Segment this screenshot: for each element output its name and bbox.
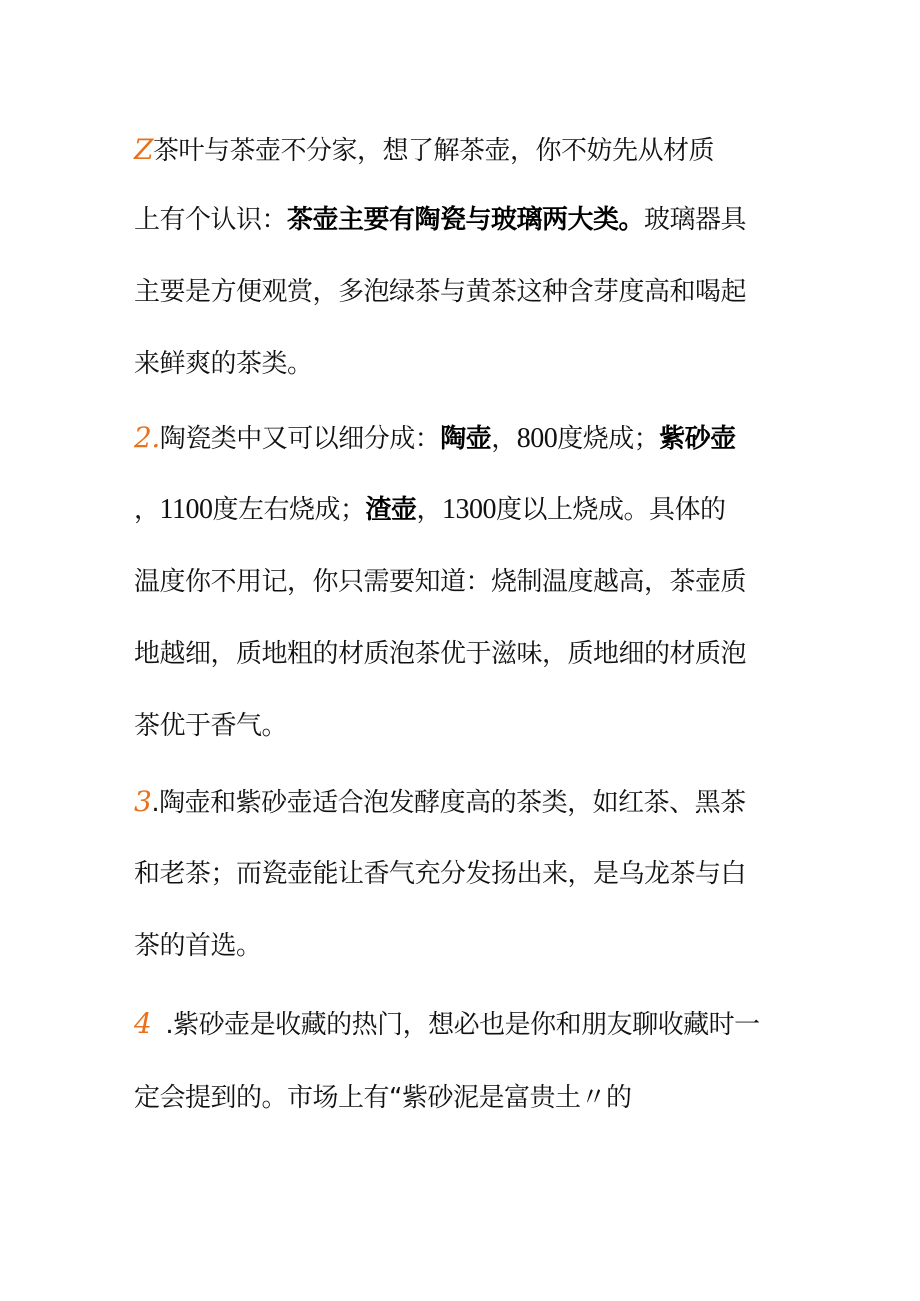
paragraph-1-line-4 <box>134 347 313 381</box>
text-segment: 陶瓷类中又可以细分成： <box>159 424 441 454</box>
text-line: 温度你不用记，你只需要知道：烧制温度越高，茶壶质 <box>134 567 747 597</box>
bold-text: 陶壶 <box>440 424 492 454</box>
bold-text: 渣壶 <box>365 495 417 525</box>
text-line: 茶叶与茶壶不分家，想了解茶壶，你不妨先从材质 <box>152 136 714 166</box>
text-segment: ， <box>416 495 443 525</box>
number-text: 1100 <box>159 494 213 525</box>
paragraph-3-line-1 <box>134 785 746 820</box>
paragraph-3-line-2 <box>134 857 746 891</box>
paragraph-marker: Z <box>134 133 153 166</box>
text-line: 和老茶；而瓷壶能让香气充分发扬出来，是乌龙茶与白 <box>134 859 747 889</box>
paragraph-1-line-2 <box>134 203 746 237</box>
text-segment: 度以上烧成。具体的 <box>496 495 726 525</box>
paragraph-1-line-1 <box>134 133 714 168</box>
text-line: 定会提到的。市场上有“紫砂泥是富贵土〃的 <box>134 1083 632 1113</box>
text-segment: 上有个认识： <box>134 205 288 235</box>
number-text: 800 <box>516 423 558 454</box>
paragraph-2-line-4 <box>134 637 746 671</box>
text-segment: ， <box>491 424 517 454</box>
paragraph-marker: 4 <box>134 1007 152 1040</box>
paragraph-2-line-5 <box>134 709 287 743</box>
text-line: 主要是方便观赏，多泡绿茶与黄茶这种含芽度高和喝起 <box>134 277 747 307</box>
text-segment: 玻璃器具 <box>644 205 747 235</box>
paragraph-marker: 2. <box>134 421 160 454</box>
paragraph-4-line-1 <box>134 1007 760 1042</box>
text-segment: ， <box>134 495 160 525</box>
text-line: 茶的首选。 <box>134 931 262 961</box>
text-line: 地越细，质地粗的材质泡茶优于滋味，质地细的材质泡 <box>134 639 747 669</box>
paragraph-4-line-2 <box>134 1081 631 1115</box>
paragraph-3-line-3 <box>134 929 262 963</box>
paragraph-marker: 3 <box>134 785 152 818</box>
text-line: .紫砂壶是收藏的热门，想必也是你和朋友聊收藏时一 <box>165 1010 760 1040</box>
paragraph-2-line-3 <box>134 565 746 599</box>
text-segment: 度烧成； <box>557 424 660 454</box>
text-line: .陶壶和紫砂壶适合泡发酵度高的茶类，如红茶、黑茶 <box>151 788 746 818</box>
text-line: 来鲜爽的茶类。 <box>134 349 313 379</box>
text-segment: 度左右烧成； <box>212 495 366 525</box>
paragraph-2-line-2 <box>134 493 726 527</box>
number-text: 1300 <box>442 494 497 525</box>
bold-text: 茶壶主要有陶瓷与玻璃两大类。 <box>287 205 645 235</box>
bold-text: 紫砂壶 <box>659 424 736 454</box>
text-line: 茶优于香气。 <box>134 711 288 741</box>
paragraph-1-line-3 <box>134 275 746 309</box>
paragraph-2-line-1 <box>134 421 736 456</box>
